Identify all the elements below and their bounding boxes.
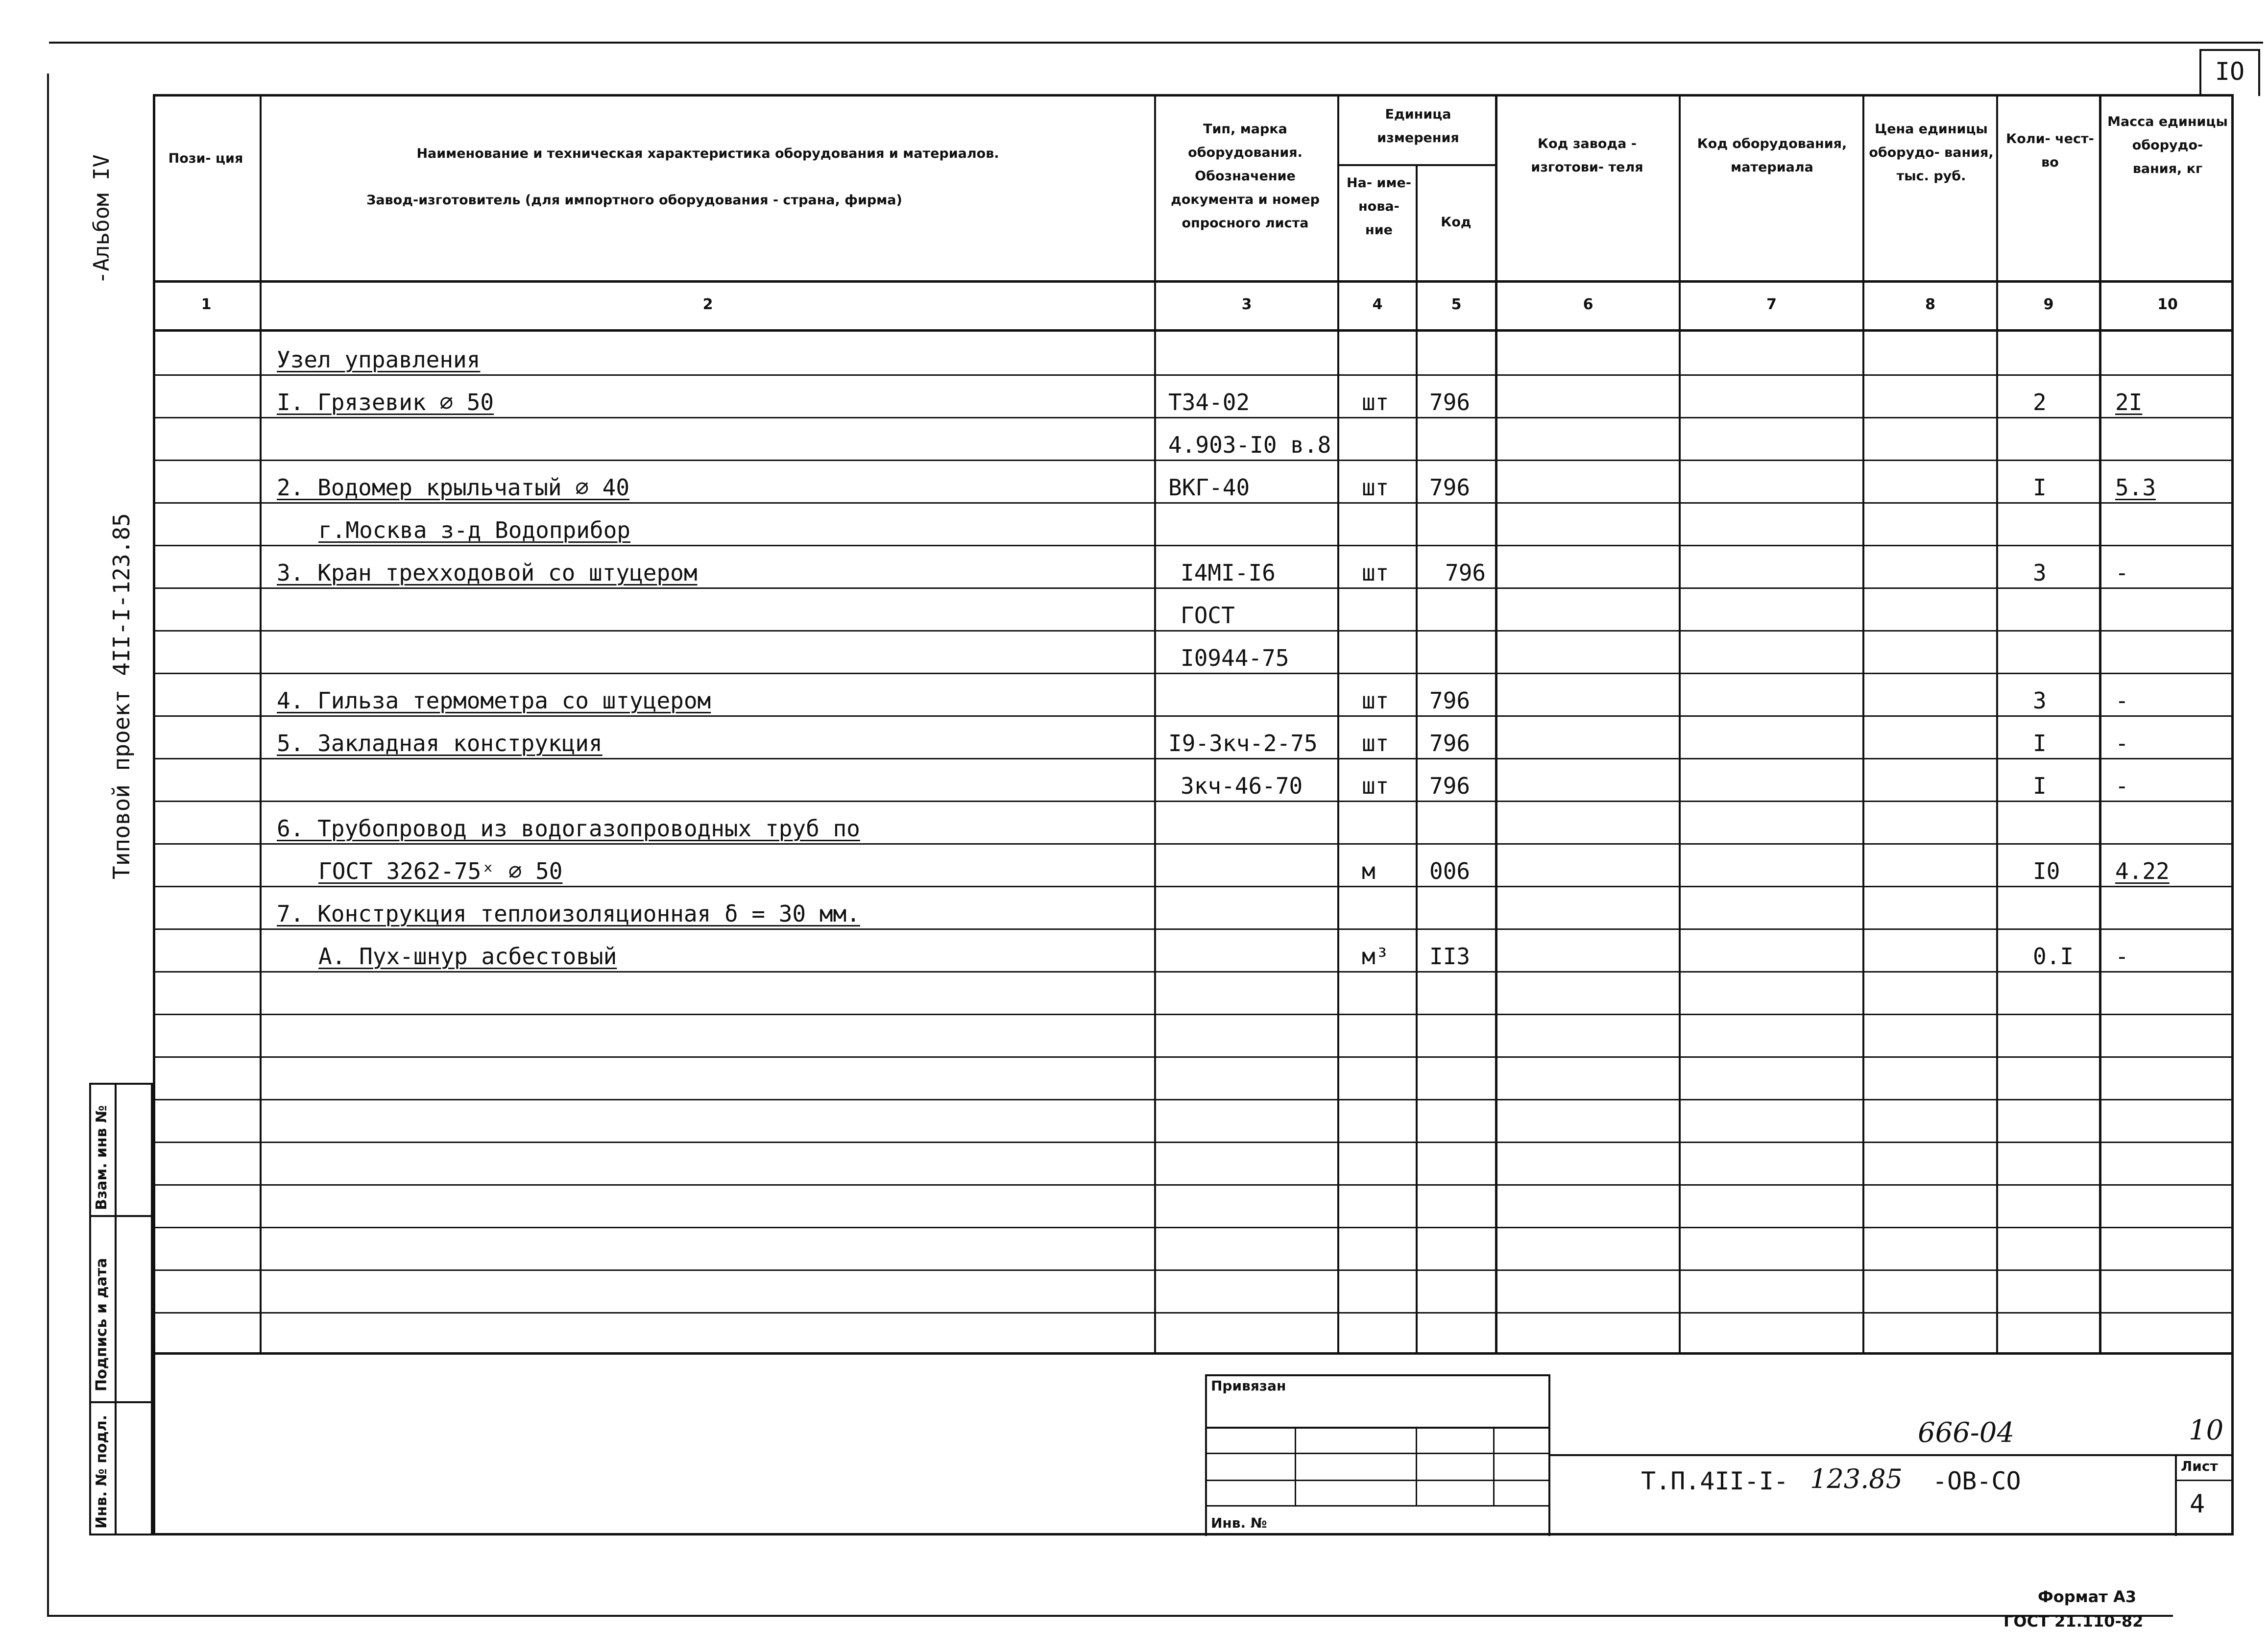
row-unit: шт (1362, 389, 1389, 415)
row-name: ГОСТ 3262-75ˣ ∅ 50 (318, 858, 563, 884)
row-mass: 4.22 (2115, 858, 2170, 884)
table-row (0, 466, 2268, 509)
header-col2-line1: Наименование и техническая характеристика оборудования и материалов. (416, 146, 999, 161)
row-line (153, 1056, 2234, 1058)
row-line (153, 1312, 2234, 1314)
row-mass: - (2115, 560, 2129, 586)
col-number-5: 5 (1451, 296, 1462, 313)
row-name: 5. Закладная конструкция (277, 730, 603, 756)
row-name: 7. Конструкция теплоизоляционная δ = 30 мм. (277, 901, 860, 927)
row-qty: I0 (2033, 858, 2060, 884)
row-type: Т34-02 (1168, 389, 1250, 415)
row-line (153, 1184, 2234, 1186)
row-code: II3 (1429, 943, 1471, 970)
stamp-divider (115, 1083, 117, 1535)
table-row (0, 551, 2268, 594)
stamp-label-inv: Инв. № подл. (93, 1414, 110, 1529)
col-number-2: 2 (702, 296, 713, 313)
row-line (153, 1099, 2234, 1100)
privyazan-v1 (1295, 1427, 1296, 1505)
privyazan-label: Привязан (1211, 1378, 1286, 1394)
table-row (0, 850, 2268, 892)
privyazan-v3 (1493, 1427, 1495, 1505)
row-name: I. Грязевик ∅ 50 (277, 389, 494, 415)
row-line (153, 1227, 2234, 1228)
row-qty: 3 (2033, 560, 2047, 586)
col-number-10: 10 (2157, 296, 2178, 313)
row-code: 006 (1429, 858, 1471, 884)
stamp-label-sign: Подпись и дата (93, 1258, 110, 1391)
row-unit: м (1362, 858, 1375, 884)
row-type: I9-3кч-2-75 (1168, 730, 1318, 756)
row-qty: 3 (2033, 687, 2047, 714)
list-box-sep (2175, 1480, 2234, 1481)
header-col6: Код завода - изготови- теля (1531, 136, 1643, 175)
col-number-4: 4 (1372, 296, 1383, 313)
table-row (0, 722, 2268, 764)
privyazan-sep-1 (1205, 1427, 1550, 1429)
row-qty: I (2033, 474, 2047, 501)
header-col7: Код оборудования, материала (1697, 136, 1847, 175)
col-number-8: 8 (1925, 296, 1935, 313)
row-code: 796 (1429, 389, 1471, 415)
header-col3: Тип, марка оборудования. Обозначение документа и номер опросного листа (1171, 122, 1320, 231)
table-row (0, 935, 2268, 977)
stamp-sep-2 (89, 1401, 153, 1403)
side-project-label: Типовой проект 4II-I-123.85 (108, 513, 135, 879)
row-mass: - (2115, 943, 2129, 970)
row-qty: I (2033, 773, 2047, 799)
privyazan-sep-2 (1205, 1453, 1550, 1454)
row-mass: 5.3 (2115, 474, 2156, 501)
row-name: г.Москва з-д Водоприбор (318, 517, 630, 543)
col-number-9: 9 (2043, 296, 2054, 313)
sheet-bottom-line (47, 1615, 2173, 1617)
row-type: 4.903-I0 в.8 (1168, 432, 1331, 458)
top-right-handwritten-number: 10 (2189, 1414, 2224, 1446)
row-qty: 2 (2033, 389, 2047, 415)
row-name: 3. Кран трехходовой со штуцером (277, 560, 698, 586)
row-type: I0944-75 (1181, 645, 1289, 671)
header-col1: Пози- ция (168, 151, 243, 166)
row-name: А. Пух-шнур асбестовый (318, 943, 617, 970)
row-unit: шт (1362, 560, 1389, 586)
row-mass: - (2115, 687, 2129, 714)
row-name: 6. Трубопровод из водогазопроводных труб по (277, 815, 860, 842)
designation-line (1550, 1454, 2234, 1456)
header-col8: Цена единицы оборудо- вания, тыс. руб. (1869, 122, 1994, 184)
col-number-1: 1 (201, 296, 212, 313)
row-unit: шт (1362, 773, 1389, 799)
side-album-label: -Альбом IV (89, 154, 114, 284)
title-block-top-line (153, 1352, 2234, 1355)
row-unit: шт (1362, 687, 1389, 714)
table-row (0, 381, 2268, 423)
row-code: 796 (1429, 687, 1471, 714)
row-name: 4. Гильза термометра со штуцером (277, 687, 711, 714)
table-row (0, 892, 2268, 935)
designation-prefix: Т.П.4II-I- (1641, 1467, 1789, 1495)
privyazan-sep-3 (1205, 1480, 1550, 1481)
stamp-label-zam: Взам. инв № (93, 1105, 110, 1210)
row-code: 796 (1429, 773, 1471, 799)
stamp-sep-1 (89, 1215, 153, 1217)
row-line (153, 1269, 2234, 1271)
header-col4: На- име- нова- ние (1347, 175, 1411, 238)
row-unit: шт (1362, 730, 1389, 756)
privyazan-sep-4 (1205, 1505, 1550, 1507)
table-row (0, 423, 2268, 466)
header-col2-line2: Завод-изготовитель (для импортного оборудования - страна, фирма) (366, 193, 902, 208)
col-number-7: 7 (1766, 296, 1777, 313)
format-label: Формат А3 (2038, 1587, 2137, 1606)
table-row (0, 338, 2268, 381)
table-row (0, 594, 2268, 636)
sheet-corner-number: IO (2215, 57, 2245, 86)
row-name: 2. Водомер крыльчатый ∅ 40 (277, 474, 630, 501)
row-mass: - (2115, 730, 2129, 756)
col-number-3: 3 (1241, 296, 1252, 313)
designation-handwritten: 123.85 (1810, 1463, 1903, 1494)
table-row (0, 679, 2268, 722)
list-number: 4 (2190, 1489, 2205, 1519)
row-code: 796 (1429, 730, 1471, 756)
unit-group-sep (1337, 164, 1496, 166)
numbers-bottom-line (153, 329, 2234, 332)
privyazan-v2 (1416, 1427, 1417, 1505)
row-name: Узел управления (277, 346, 481, 373)
table-row (0, 764, 2268, 807)
row-qty: 0.I (2033, 943, 2074, 970)
header-unit-group: Единица измерения (1377, 107, 1459, 146)
sheet-top-line (49, 42, 2263, 44)
header-col9: Коли- чест- во (2006, 131, 2094, 170)
row-unit: шт (1362, 474, 1389, 501)
table-row (0, 509, 2268, 551)
row-code: 796 (1429, 474, 1471, 501)
row-line (153, 1014, 2234, 1015)
header-col5: Код (1441, 215, 1472, 230)
row-type: ГОСТ (1181, 602, 1235, 629)
row-line (153, 1142, 2234, 1143)
gost-label: ГОСТ 21.110-82 (2003, 1612, 2144, 1631)
row-type: I4МI-I6 (1181, 560, 1276, 586)
row-type: ВКГ-40 (1168, 474, 1250, 501)
row-unit: м³ (1362, 943, 1389, 970)
list-label: Лист (2181, 1458, 2218, 1474)
row-qty: I (2033, 730, 2047, 756)
inv-no-label: Инв. № (1211, 1515, 1267, 1531)
row-code: 796 (1445, 560, 1486, 586)
table-row (0, 807, 2268, 850)
designation-suffix: -ОВ-СО (1932, 1467, 2021, 1495)
row-mass: - (2115, 773, 2129, 799)
row-mass: 2I (2115, 389, 2143, 415)
privyazan-box (1205, 1374, 1550, 1536)
row-type: 3кч-46-70 (1181, 773, 1303, 799)
header-col10: Масса единицы оборудо- вания, кг (2107, 114, 2228, 176)
col-number-6: 6 (1583, 296, 1593, 313)
archive-number: 666-04 (1918, 1417, 2015, 1449)
table-row (0, 636, 2268, 679)
